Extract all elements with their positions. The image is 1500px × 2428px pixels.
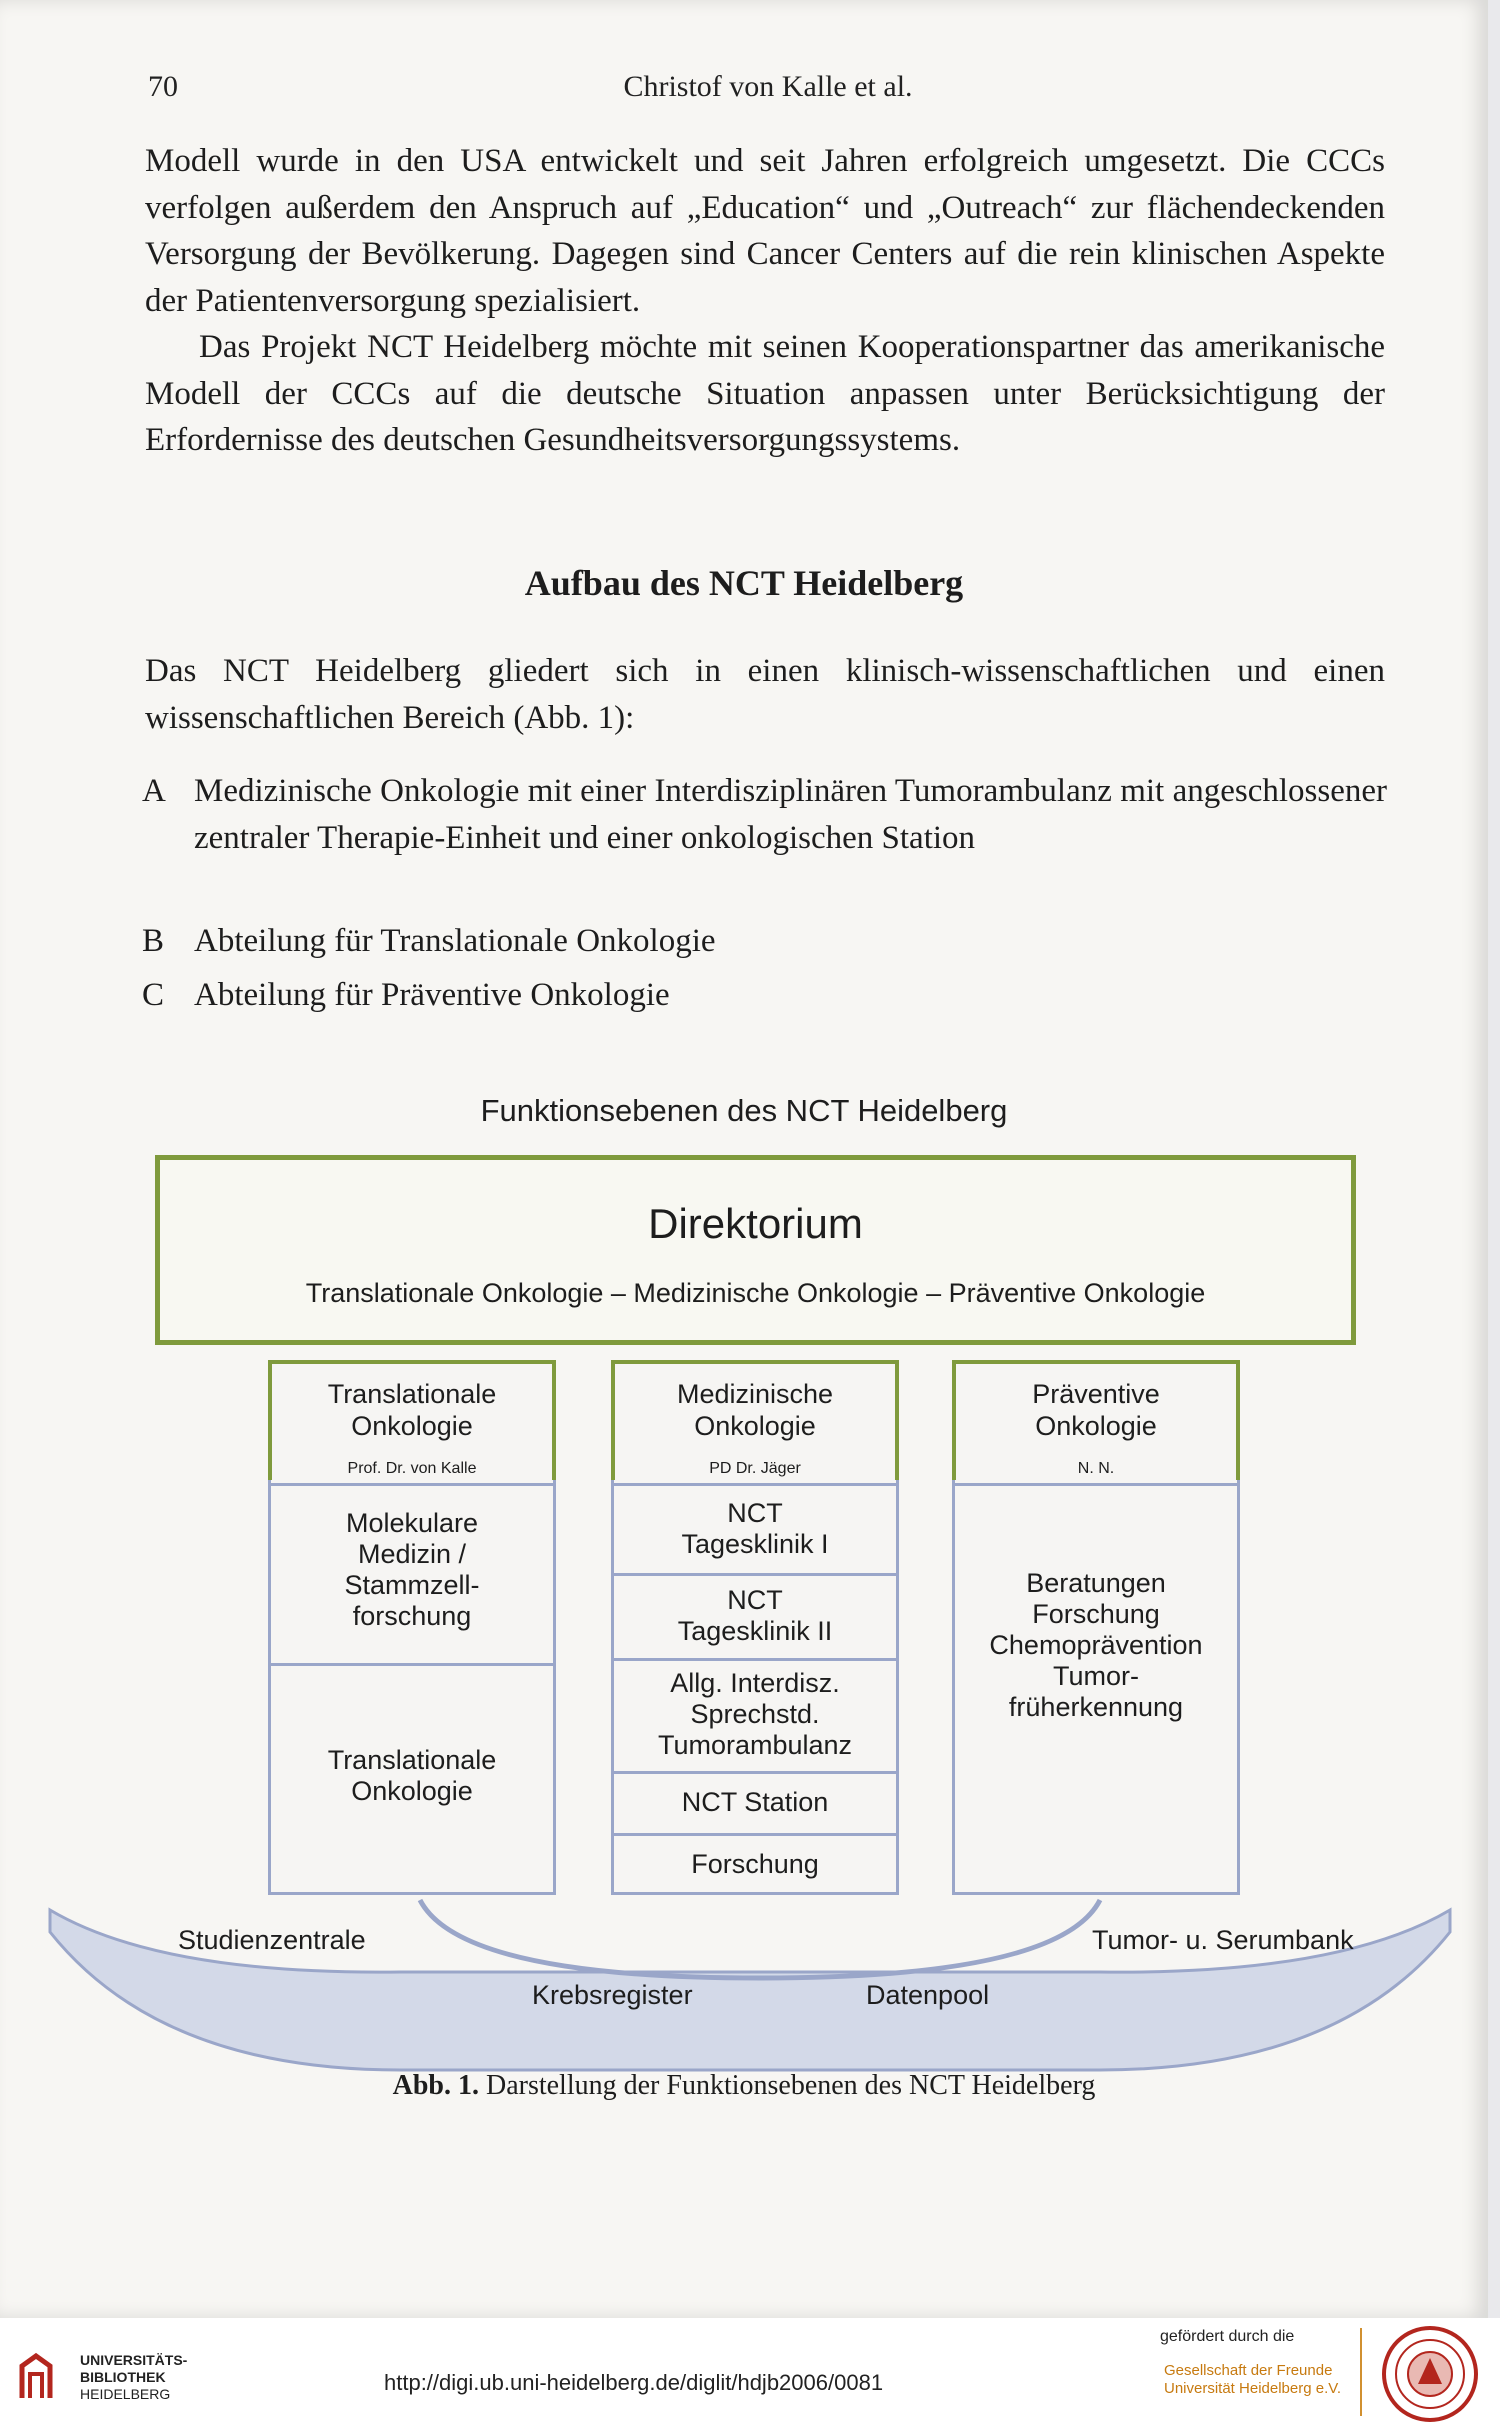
divider: [271, 1663, 553, 1666]
column-head-line: Translationale: [327, 1379, 497, 1409]
label-krebsregister: Krebsregister: [532, 1980, 693, 2010]
column-head-line: Medizinische: [676, 1379, 834, 1409]
direktorium-subtitle: Translationale Onkologie – Medizinische Onkologie – Präventive Onkologie: [305, 1278, 1206, 1308]
divider: [614, 1573, 896, 1576]
cell-line: forschung: [352, 1601, 472, 1631]
cell-line: Sprechstd.: [690, 1699, 820, 1729]
running-title: Christof von Kalle et al.: [623, 70, 913, 103]
column-lead: PD Dr. Jäger: [709, 1460, 801, 1477]
divider: [955, 1483, 1237, 1486]
library-name-line: BIBLIOTHEK: [80, 2369, 166, 2385]
cell-line: Onkologie: [351, 1776, 473, 1806]
column-lead: Prof. Dr. von Kalle: [347, 1460, 477, 1477]
label-studienzentrale: Studienzentrale: [178, 1925, 366, 1955]
paragraph-1: [145, 138, 1385, 464]
divider: [614, 1658, 896, 1661]
page-number: 70: [148, 70, 178, 103]
library-name-line: UNIVERSITÄTS-: [80, 2352, 188, 2368]
divider: [271, 1483, 553, 1486]
cell-line: Stammzell-: [344, 1570, 480, 1600]
column-translationale: [268, 1360, 556, 1895]
digitization-footer: [0, 2318, 1500, 2428]
paragraph-text: Das NCT Heidelberg gliedert sich in einen klinisch-wissenschaftlichen und einen wissenschaftlichen Bereich (Abb. 1):: [145, 653, 1385, 736]
cell-line: NCT: [727, 1498, 783, 1528]
society-name-line: Universität Heidelberg e.V.: [1164, 2380, 1342, 2397]
figure-caption: [0, 2070, 1488, 2102]
column-head-line: Onkologie: [351, 1411, 473, 1441]
society-name-line: Gesellschaft der Freunde: [1164, 2362, 1333, 2379]
library-name-line: HEIDELBERG: [80, 2386, 171, 2402]
caption-text: Darstellung der Funktionsebenen des NCT Heidelberg: [485, 2070, 1096, 2101]
list-letter: A: [142, 773, 166, 809]
list-text: Abteilung für Translationale Onkologie: [194, 923, 716, 959]
paragraph-text: Modell wurde in den USA entwickelt und seit Jahren erfolgreich umgesetzt. Die CCCs verfolgen außerdem den Anspruch auf „Education“ und „Outreach“ zur flächendeckenden Versorgung der Bevölkerung. Dagegen sind Cancer Centers auf die rein klinischen Aspekte der Patientenversorgung spezialisiert.: [145, 143, 1385, 319]
cell-line: Tagesklinik II: [677, 1616, 833, 1646]
column-praeventive: [952, 1360, 1240, 1895]
cell-line: Translationale: [327, 1745, 497, 1775]
divider: [614, 1483, 896, 1486]
divider: [614, 1771, 896, 1774]
list-letter: B: [142, 923, 165, 959]
cell-line: früherkennung: [1008, 1692, 1184, 1722]
column-head-line: Präventive: [1032, 1379, 1160, 1409]
caption-label: Abb. 1.: [392, 2070, 479, 2101]
cell-line: Forschung: [691, 1849, 819, 1879]
list-text: Abteilung für Präventive Onkologie: [194, 977, 670, 1013]
library-logo-icon: [16, 2352, 56, 2402]
column-head-line: Onkologie: [694, 1411, 816, 1441]
section-heading: Aufbau des NCT Heidelberg: [524, 563, 964, 603]
divider: [614, 1833, 896, 1836]
cell-line: Forschung: [1032, 1599, 1160, 1629]
label-tumorbank: Tumor- u. Serumbank: [1092, 1925, 1354, 1955]
list-text: Medizinische Onkologie mit einer Interdisziplinären Tumorambulanz mit angeschlossener zentraler Therapie-Einheit und einer onkologischen Station: [194, 773, 1387, 856]
column-medizinische: [611, 1360, 899, 1895]
page-header: [148, 70, 1388, 110]
cell-line: Allg. Interdisz.: [670, 1668, 840, 1698]
cell-line: Tagesklinik I: [681, 1529, 829, 1559]
column-head-line: Onkologie: [1035, 1411, 1157, 1441]
intro-paragraph: [145, 648, 1385, 741]
university-seal-icon: [1380, 2324, 1480, 2424]
society-name: [1164, 2362, 1341, 2398]
direktorium-title: Direktorium: [648, 1200, 863, 1247]
cell-line: NCT Station: [681, 1787, 829, 1817]
cell-line: Medizin /: [357, 1539, 467, 1569]
funded-by-text: gefördert durch die: [1160, 2328, 1295, 2345]
cell-line: Tumorambulanz: [657, 1730, 853, 1760]
cell-line: NCT: [727, 1585, 783, 1615]
footer-divider: [1360, 2328, 1362, 2416]
cell-line: Chemoprävention: [989, 1630, 1203, 1660]
cell-line: Tumor-: [1053, 1661, 1139, 1691]
paragraph-text: Das Projekt NCT Heidelberg möchte mit seinen Kooperationspartner das amerikanische Modell der CCCs auf die deutsche Situation anpassen unter Berücksichtigung der Erfordernisse des deutschen Gesundheitsversorgungssystems.: [145, 329, 1385, 458]
cell-line: Beratungen: [1026, 1568, 1166, 1598]
list-letter: C: [142, 977, 165, 1013]
figure-title: Funktionsebenen des NCT Heidelberg: [480, 1093, 1008, 1128]
column-lead: N. N.: [1077, 1460, 1115, 1477]
cell-line: Molekulare: [345, 1508, 479, 1538]
label-datenpool: Datenpool: [866, 1980, 990, 2010]
library-name: [80, 2352, 187, 2403]
direktorium-box: [155, 1155, 1356, 1345]
permalink-url[interactable]: http://digi.ub.uni-heidelberg.de/diglit/hdjb2006/0081: [384, 2370, 884, 2395]
base-arc: [40, 1880, 1460, 2080]
